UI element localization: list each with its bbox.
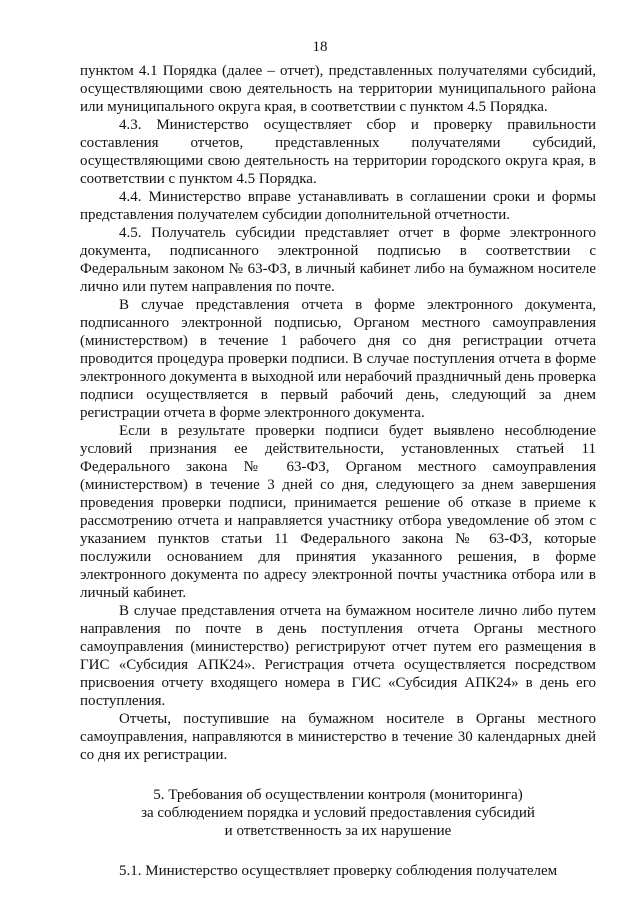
section-heading-line: за соблюдением порядка и условий предоставления субсидий bbox=[141, 805, 535, 821]
document-body bbox=[80, 62, 596, 880]
spacer bbox=[80, 840, 596, 862]
page-number: 18 bbox=[312, 39, 328, 55]
paragraph: 4.4. Министерство вправе устанавливать в соглашении сроки и формы представления получателем субсидии дополнительной отчетности. bbox=[80, 189, 596, 223]
paragraph: В случае представления отчета на бумажном носителе лично либо путем направления по почте в день поступления отчета Органы местного самоуправления (министерство) регистрируют отчет путем его размещения в ГИС «Субсидия АПК24». Регистрация отчета осуществляется посредством присвоения отчету входящего номера в ГИС «Субсидия АПК24» в день его поступления. bbox=[80, 603, 596, 709]
paragraph: пунктом 4.1 Порядка (далее – отчет), представленных получателями субсидий, осуществляющими свою деятельность на территории муниципального района или муниципального округа края, в соответствии с пунктом 4.5 Порядка. bbox=[80, 63, 596, 115]
paragraph: Отчеты, поступившие на бумажном носителе в Органы местного самоуправления, направляются в министерство в течение 30 календарных дней со дня их регистрации. bbox=[80, 711, 596, 763]
paragraph: 4.5. Получатель субсидии представляет отчет в форме электронного документа, подписанного электронной подписью в соответствии с Федеральным законом № 63-ФЗ, в личный кабинет либо на бумажном носителе лично или путем направления по почте. bbox=[80, 225, 596, 295]
section-heading-line: и ответственность за их нарушение bbox=[224, 823, 452, 839]
section-heading-line: 5. Требования об осуществлении контроля (мониторинга) bbox=[153, 787, 523, 803]
paragraph: Если в результате проверки подписи будет выявлено несоблюдение условий признания ее действительности, установленных статьей 11 Федерального закона № 63-ФЗ, Органом местного самоуправления (министерством) в течение 3 дней со дня, следующего за днем завершения проведения проверки подписи, принимается решение об отказе в приеме к рассмотрению отчета и направляется участнику отбора уведомление об этом с указанием пунктов статьи 11 Федерального закона № 63-ФЗ, которые послужили основанием для принятия указанного решения, в форме электронного документа по адресу электронной почты участника отбора или в личный кабинет. bbox=[80, 423, 596, 601]
spacer bbox=[80, 764, 596, 786]
paragraph: 5.1. Министерство осуществляет проверку соблюдения получателем bbox=[119, 863, 558, 879]
section-heading bbox=[80, 786, 596, 840]
paragraph: 4.3. Министерство осуществляет сбор и проверку правильности составления отчетов, представленных получателями субсидий, осуществляющими свою деятельность на территории городского округа края, в соответствии с пунктом 4.5 Порядка. bbox=[80, 117, 596, 187]
paragraph: В случае представления отчета в форме электронного документа, подписанного электронной подписью, Органом местного самоуправления (министерством) в течение 1 рабочего дня со дня регистрации отчета проводится процедура проверки подписи. В случае поступления отчета в форме электронного документа в выходной или нерабочий праздничный день проверка подписи осуществляется в первый рабочий день, следующий за днем регистрации отчета в форме электронного документа. bbox=[80, 297, 596, 421]
